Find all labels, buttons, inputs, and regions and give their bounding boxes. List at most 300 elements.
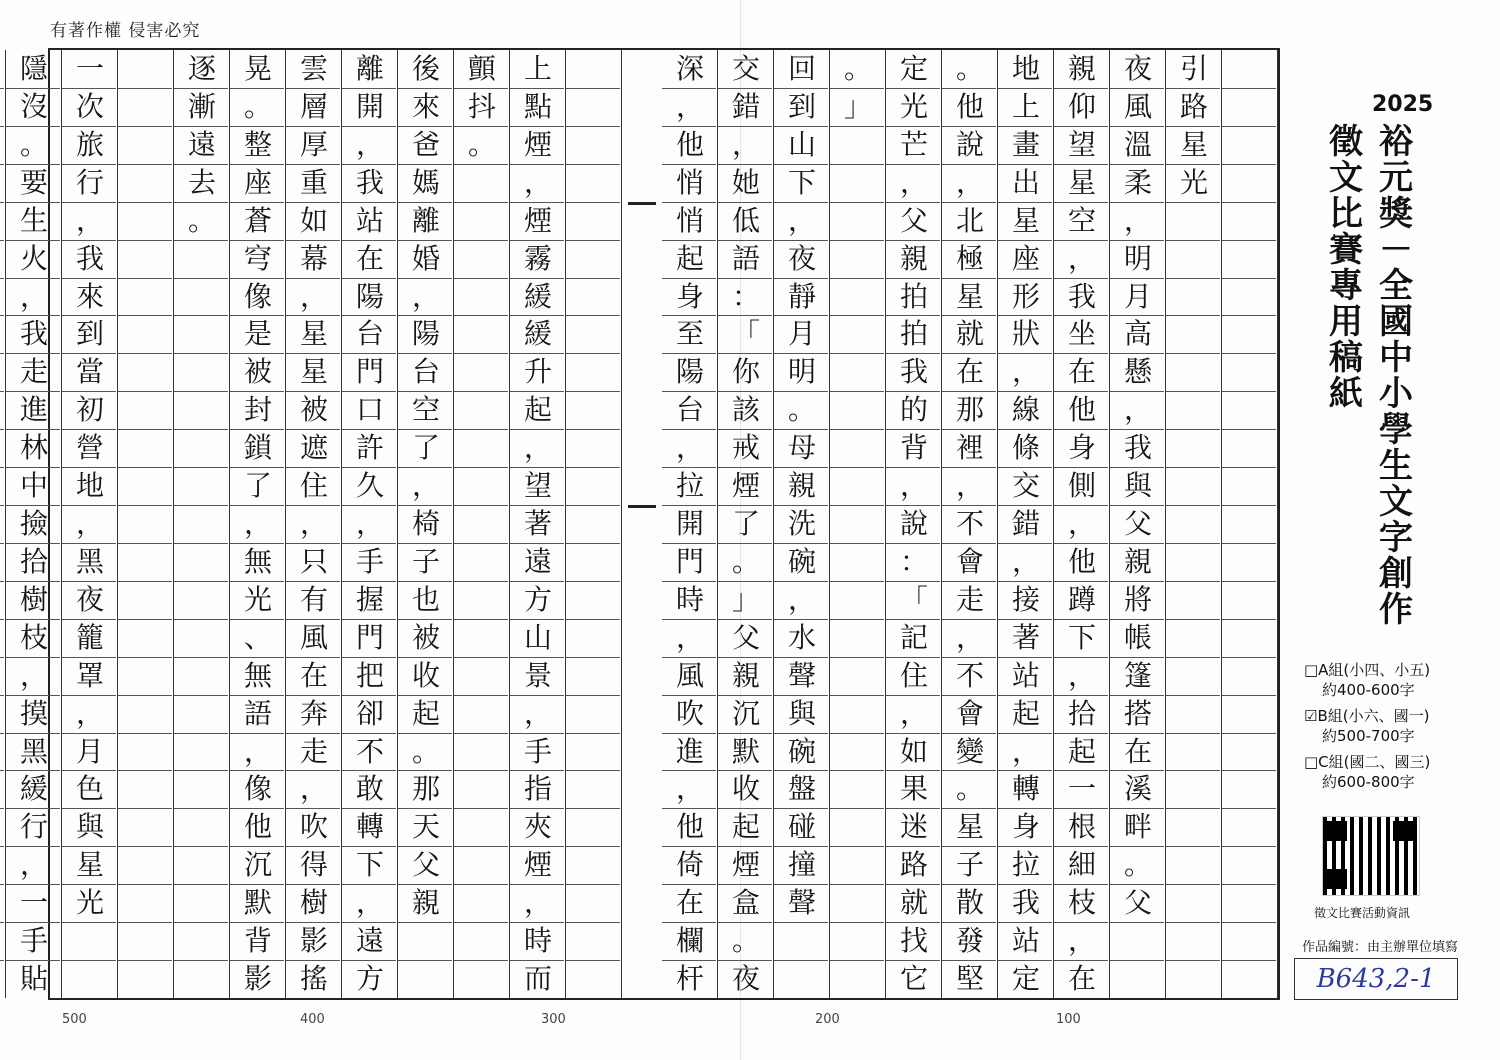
- grid-cell: 黑: [19, 734, 48, 768]
- contest-info-panel: [1292, 48, 1492, 1038]
- grid-cell: 柔: [1123, 165, 1152, 199]
- grid-cell: 被: [411, 620, 440, 654]
- grid-cell: 身: [675, 279, 704, 313]
- grid-cell: 離: [411, 203, 440, 237]
- grid-cell: 旅: [75, 127, 104, 161]
- grid-cell: 。: [955, 52, 984, 85]
- grid-column: [1110, 50, 1166, 998]
- grid-cell: 背: [243, 924, 272, 958]
- grid-cell: 一: [19, 886, 48, 920]
- grid-cell: 幕: [299, 241, 328, 275]
- grid-cell: 星: [1067, 165, 1096, 199]
- grid-cell: 細: [1067, 848, 1096, 882]
- grid-cell: 離: [355, 52, 384, 85]
- work-number-label: 作品編號：由主辦單位填寫: [1302, 940, 1459, 955]
- grid-cell: ，: [899, 469, 928, 503]
- grid-cell: 。: [731, 924, 760, 958]
- grid-cell: ，: [523, 696, 552, 730]
- grid-cell: 沉: [731, 696, 760, 730]
- grid-cell: 卻: [355, 696, 384, 730]
- grid-cell: 無: [243, 658, 272, 692]
- grid-cell: 背: [899, 431, 928, 465]
- grid-cell: 路: [899, 848, 928, 882]
- grid-cell: ，: [1011, 355, 1040, 389]
- grid-cell: 月: [75, 734, 104, 768]
- grid-cell: 錯: [731, 89, 760, 123]
- qr-code-icon[interactable]: [1322, 816, 1420, 896]
- grid-cell: ，: [787, 582, 816, 616]
- grid-column: [286, 50, 342, 998]
- grid-cell: 光: [75, 886, 104, 920]
- grid-cell: 媽: [411, 165, 440, 199]
- grid-cell: 他: [1067, 393, 1096, 427]
- grid-cell: ，: [355, 127, 384, 161]
- grid-cell: 座: [1011, 241, 1040, 275]
- grid-cell: 篷: [1123, 658, 1152, 692]
- grid-cell: 明: [787, 355, 816, 389]
- grid-cell: 籠: [75, 620, 104, 654]
- grid-cell: ，: [299, 772, 328, 806]
- grid-cell: 像: [243, 772, 272, 806]
- grid-cell: 與: [1123, 469, 1152, 503]
- grid-cell: ，: [411, 469, 440, 503]
- grid-cell: ，: [675, 89, 704, 123]
- grid-cell: ，: [523, 165, 552, 199]
- grid-cell: 轉: [355, 810, 384, 844]
- grid-cell: 時: [675, 582, 704, 616]
- grid-cell: 搖: [299, 962, 328, 996]
- grid-cell: ，: [299, 279, 328, 313]
- grid-cell: 住: [899, 658, 928, 692]
- grid-cell: ，: [355, 507, 384, 541]
- grid-cell: 次: [75, 89, 104, 123]
- grid-cell: 在: [955, 355, 984, 389]
- grid-cell: 默: [731, 734, 760, 768]
- grid-cell: 盤: [787, 772, 816, 806]
- grid-cell: 收: [411, 658, 440, 692]
- grid-cell: [0, 808, 6, 846]
- grid-cell: 時: [523, 924, 552, 958]
- grid-cell: 當: [75, 355, 104, 389]
- grid-cell: [0, 770, 6, 808]
- grid-cell: 不: [955, 507, 984, 541]
- grid-cell: ，: [1123, 203, 1152, 237]
- grid-cell: 遠: [187, 127, 216, 161]
- grid-cell: 畫: [1011, 127, 1040, 161]
- grid-cell: 整: [243, 127, 272, 161]
- grid-cell: ，: [787, 203, 816, 237]
- grid-cell: 戒: [731, 431, 760, 465]
- grid-column: [1166, 50, 1222, 998]
- grid-cell: 穹: [243, 241, 272, 275]
- grid-cell: 婚: [411, 241, 440, 275]
- grid-cell: 父: [1123, 886, 1152, 920]
- grid-column: [1222, 50, 1278, 998]
- grid-cell: 坐: [1067, 317, 1096, 351]
- grid-cell: 抖: [467, 89, 496, 123]
- grid-cell: 在: [1067, 355, 1096, 389]
- grid-cell: 父: [1123, 507, 1152, 541]
- grid-cell: 初: [75, 393, 104, 427]
- grid-cell: 貼: [19, 962, 48, 996]
- grid-cell: 你: [731, 355, 760, 389]
- grid-cell: 溫: [1123, 127, 1152, 161]
- group-a-option[interactable]: [1304, 660, 1494, 700]
- grid-cell: ，: [731, 127, 760, 161]
- grid-cell: 我: [75, 241, 104, 275]
- grid-cell: 身: [1067, 431, 1096, 465]
- grid-cell: 煙: [731, 469, 760, 503]
- grid-cell: 升: [523, 355, 552, 389]
- grid-column: [118, 50, 174, 998]
- grid-cell: 遮: [299, 431, 328, 465]
- grid-cell: 火: [19, 241, 48, 275]
- grid-cell: 親: [787, 469, 816, 503]
- grid-cell: 星: [1011, 203, 1040, 237]
- grid-column: [342, 50, 398, 998]
- grid-cell: 下: [1067, 620, 1096, 654]
- grid-cell: 住: [299, 469, 328, 503]
- grid-cell: 盒: [731, 886, 760, 920]
- grid-cell: 欄: [675, 924, 704, 958]
- grid-cell: 樹: [299, 886, 328, 920]
- grid-cell: ：: [899, 544, 928, 578]
- grid-cell: 蒼: [243, 203, 272, 237]
- grid-cell: 側: [1067, 469, 1096, 503]
- grid-cell: [0, 922, 6, 960]
- grid-cell: 煙: [731, 848, 760, 882]
- grid-cell: 我: [1067, 279, 1096, 313]
- grid-cell: 悄: [675, 203, 704, 237]
- grid-cell: ，: [75, 696, 104, 730]
- grid-cell: 我: [1011, 886, 1040, 920]
- grid-cell: 下: [787, 165, 816, 199]
- grid-cell: 親: [899, 241, 928, 275]
- work-number-box: B643,2-1: [1294, 958, 1458, 1000]
- grid-cell: 」: [843, 89, 872, 123]
- grid-cell: 」: [731, 582, 760, 616]
- grid-cell: ，: [19, 658, 48, 692]
- grid-cell: 的: [899, 393, 928, 427]
- grid-cell: [0, 202, 6, 240]
- grid-cell: 子: [955, 848, 984, 882]
- grid-cell: 望: [523, 469, 552, 503]
- grid-cell: 行: [75, 165, 104, 199]
- grid-cell: ，: [1011, 544, 1040, 578]
- grid-cell: [0, 353, 6, 391]
- grid-cell: 如: [299, 203, 328, 237]
- grid-cell: 。: [843, 52, 872, 85]
- grid-cell: 光: [1179, 165, 1208, 199]
- grid-cell: 鎖: [243, 431, 272, 465]
- grid-cell: 黑: [75, 544, 104, 578]
- grid-column: [174, 50, 230, 998]
- grid-cell: ，: [955, 165, 984, 199]
- grid-cell: 拍: [899, 317, 928, 351]
- grid-cell: 在: [1123, 734, 1152, 768]
- grid-cell: 「: [731, 317, 760, 351]
- scale-mark-100: 100: [1056, 1012, 1081, 1027]
- grid-cell: 樹: [19, 582, 48, 616]
- grid-cell: 山: [787, 127, 816, 161]
- grid-cell: 座: [243, 165, 272, 199]
- gutter-mark: [628, 505, 656, 508]
- grid-cell: 錯: [1011, 507, 1040, 541]
- grid-column: [718, 50, 774, 998]
- grid-column: [62, 50, 118, 998]
- grid-cell: 畔: [1123, 810, 1152, 844]
- group-c-label: □C組(國二、國三): [1304, 753, 1431, 771]
- grid-cell: 色: [75, 772, 104, 806]
- grid-cell: 地: [75, 469, 104, 503]
- grid-column: [398, 50, 454, 998]
- contest-year: 2025: [1372, 92, 1434, 117]
- grid-cell: ，: [675, 431, 704, 465]
- grid-column: [6, 50, 62, 998]
- writing-grid: [19, 48, 1280, 1000]
- grid-cell: 光: [899, 89, 928, 123]
- grid-cell: 站: [1011, 924, 1040, 958]
- grid-cell: 子: [411, 544, 440, 578]
- grid-cell: 無: [243, 544, 272, 578]
- grid-cell: [0, 695, 6, 733]
- grid-cell: [0, 467, 6, 505]
- group-b-range: 約500-700字: [1322, 727, 1415, 745]
- grid-cell: ，: [355, 886, 384, 920]
- grid-cell: 方: [355, 962, 384, 996]
- grid-cell: 沒: [19, 89, 48, 123]
- grid-cell: [0, 960, 6, 998]
- grid-cell: 影: [299, 924, 328, 958]
- grid-cell: 要: [19, 165, 48, 199]
- grid-cell: 後: [411, 52, 440, 85]
- grid-cell: 晃: [243, 52, 272, 85]
- grid-cell: 進: [19, 393, 48, 427]
- grid-cell: 久: [355, 469, 384, 503]
- grid-cell: [0, 505, 6, 543]
- grid-column: [230, 50, 286, 998]
- grid-cell: 在: [299, 658, 328, 692]
- grid-cell: 。: [243, 89, 272, 123]
- grid-cell: 陽: [355, 279, 384, 313]
- grid-cell: 遠: [355, 924, 384, 958]
- grid-cell: 起: [675, 241, 704, 275]
- grid-cell: 轉: [1011, 772, 1040, 806]
- grid-cell: 只: [299, 544, 328, 578]
- grid-column: [830, 50, 886, 998]
- grid-cell: 倚: [675, 848, 704, 882]
- grid-cell: ，: [411, 279, 440, 313]
- grid-cell: 被: [299, 393, 328, 427]
- grid-cell: 到: [787, 89, 816, 123]
- grid-cell: 風: [675, 658, 704, 692]
- grid-cell: 來: [411, 89, 440, 123]
- grid-cell: ，: [19, 848, 48, 882]
- grid-cell: 有: [299, 582, 328, 616]
- grid-cell: ，: [243, 507, 272, 541]
- grid-cell: ，: [523, 886, 552, 920]
- grid-cell: 台: [675, 393, 704, 427]
- scale-mark-400: 400: [300, 1012, 325, 1027]
- grid-cell: ，: [899, 696, 928, 730]
- qr-caption: 徵文比賽活動資訊: [1314, 906, 1411, 920]
- grid-cell: 條: [1011, 431, 1040, 465]
- grid-cell: 煙: [523, 848, 552, 882]
- grid-cell: 門: [675, 544, 704, 578]
- grid-cell: 說: [899, 507, 928, 541]
- grid-cell: 帳: [1123, 620, 1152, 654]
- grid-cell: 北: [955, 203, 984, 237]
- grid-cell: ，: [675, 620, 704, 654]
- grid-cell: ：: [731, 279, 760, 313]
- grid-cell: 沉: [243, 848, 272, 882]
- grid-cell: 顫: [467, 52, 496, 85]
- grid-cell: 望: [1067, 127, 1096, 161]
- grid-cell: 了: [243, 469, 272, 503]
- grid-cell: [0, 619, 6, 657]
- grid-cell: 椅: [411, 507, 440, 541]
- grid-cell: 爸: [411, 127, 440, 161]
- grid-cell: 把: [355, 658, 384, 692]
- grid-cell: 我: [19, 317, 48, 351]
- grid-cell: [0, 657, 6, 695]
- grid-cell: 懸: [1123, 355, 1152, 389]
- grid-cell: 低: [731, 203, 760, 237]
- grid-cell: 了: [731, 507, 760, 541]
- grid-cell: 生: [19, 203, 48, 237]
- grid-cell: 果: [899, 772, 928, 806]
- grid-cell: 影: [243, 962, 272, 996]
- grid-cell: 悄: [675, 165, 704, 199]
- grid-cell: 像: [243, 279, 272, 313]
- grid-cell: 下: [355, 848, 384, 882]
- grid-cell: 而: [523, 962, 552, 996]
- contest-subtitle: 徵 文 比 賽 專 用 稿 紙: [1329, 122, 1363, 414]
- gutter-mark: [628, 202, 656, 205]
- grid-cell: 我: [355, 165, 384, 199]
- scale-mark-200: 200: [815, 1012, 840, 1027]
- grid-cell: 。: [187, 203, 216, 237]
- contest-title: 裕 元 獎 － 全 國 中 小 學 生 文 字 創 作: [1379, 122, 1413, 630]
- grid-cell: 親: [1123, 544, 1152, 578]
- grid-cell: [0, 315, 6, 353]
- group-a-range: 約400-600字: [1322, 681, 1415, 699]
- grid-cell: 被: [243, 355, 272, 389]
- grid-cell: 許: [355, 431, 384, 465]
- grid-cell: 極: [955, 241, 984, 275]
- grid-cell: [0, 164, 6, 202]
- grid-cell: 隱: [19, 52, 48, 85]
- grid-cell: 也: [411, 582, 440, 616]
- grid-cell: 空: [1067, 203, 1096, 237]
- grid-cell: 交: [731, 52, 760, 85]
- grid-column: [998, 50, 1054, 998]
- grid-cell: 默: [243, 886, 272, 920]
- group-c-option[interactable]: [1304, 752, 1494, 792]
- grid-cell: [0, 88, 6, 126]
- grid-cell: 夜: [1123, 52, 1152, 85]
- grid-cell: 罩: [75, 658, 104, 692]
- grid-cell: 碗: [787, 544, 816, 578]
- grid-cell: 拍: [899, 279, 928, 313]
- grid-cell: 。: [787, 393, 816, 427]
- grid-cell: 迷: [899, 810, 928, 844]
- grid-cell: 雲: [299, 52, 328, 85]
- grid-column: [566, 50, 622, 998]
- grid-cell: [0, 733, 6, 771]
- grid-cell: 他: [1067, 544, 1096, 578]
- grid-cell: 。: [19, 127, 48, 161]
- grid-cell: 出: [1011, 165, 1040, 199]
- grid-cell: 至: [675, 317, 704, 351]
- grid-cell: [0, 581, 6, 619]
- grid-cell: 台: [355, 317, 384, 351]
- grid-cell: 門: [355, 355, 384, 389]
- grid-cell: 深: [675, 52, 704, 85]
- grid-cell: 月: [1123, 279, 1152, 313]
- scale-mark-300: 300: [541, 1012, 566, 1027]
- grid-cell: 拾: [1067, 696, 1096, 730]
- grid-column: [942, 50, 998, 998]
- grid-cell: 夾: [523, 810, 552, 844]
- grid-cell: 重: [299, 165, 328, 199]
- grid-column: [454, 50, 510, 998]
- grid-cell: ，: [1123, 393, 1152, 427]
- grid-cell: 上: [523, 52, 552, 85]
- grid-cell: 逐: [187, 52, 216, 85]
- grid-cell: 上: [1011, 89, 1040, 123]
- grid-cell: 點: [523, 89, 552, 123]
- grid-cell: 親: [411, 886, 440, 920]
- grid-cell: 將: [1123, 582, 1152, 616]
- grid-cell: ，: [299, 507, 328, 541]
- grid-cell: [0, 240, 6, 278]
- grid-cell: [0, 846, 6, 884]
- grid-cell: 月: [787, 317, 816, 351]
- grid-cell: 吹: [299, 810, 328, 844]
- grid-cell: 芒: [899, 127, 928, 161]
- grid-column: [510, 50, 566, 998]
- grid-cell: 、: [243, 620, 272, 654]
- grid-cell: ，: [955, 620, 984, 654]
- grid-cell: 漸: [187, 89, 216, 123]
- grid-cell: 枝: [19, 620, 48, 654]
- grid-cell: 起: [731, 810, 760, 844]
- grid-cell: 。: [467, 127, 496, 161]
- grid-cell: 陽: [411, 317, 440, 351]
- group-a-label: □A組(小四、小五): [1304, 661, 1431, 679]
- grid-cell: 拾: [19, 544, 48, 578]
- grid-cell: 走: [955, 582, 984, 616]
- grid-cell: 。: [1123, 848, 1152, 882]
- grid-cell: 來: [75, 279, 104, 313]
- grid-cell: 得: [299, 848, 328, 882]
- group-b-option[interactable]: [1304, 706, 1494, 746]
- grid-cell: 層: [299, 89, 328, 123]
- grid-cell: 星: [299, 317, 328, 351]
- grid-cell: 方: [523, 582, 552, 616]
- grid-cell: [0, 884, 6, 922]
- grid-cell: 光: [243, 582, 272, 616]
- copyright-notice: 有著作權 侵害必究: [50, 21, 201, 41]
- grid-cell: 撿: [19, 507, 48, 541]
- grid-cell: 該: [731, 393, 760, 427]
- grid-cell: 是: [243, 317, 272, 351]
- grid-cell: 溪: [1123, 772, 1152, 806]
- grid-cell: ，: [1067, 658, 1096, 692]
- grid-cell: 碰: [787, 810, 816, 844]
- grid-cell: 他: [675, 810, 704, 844]
